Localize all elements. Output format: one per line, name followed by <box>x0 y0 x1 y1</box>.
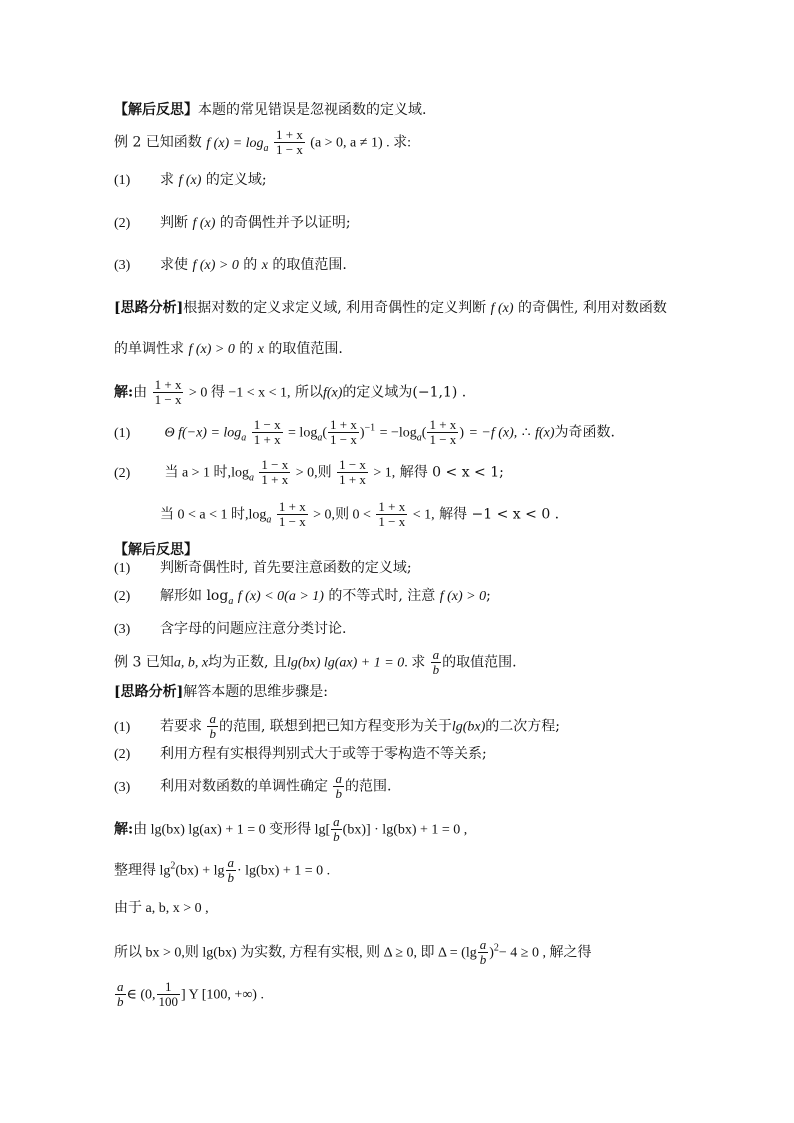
solution-2-case-a-gt-1: (2) 当 a > 1 时$,\log_a$ $\frac{1 - x}{1 + x}$ > 0,则 $\frac{1 - x}{1 + x}$ > 1, 解得 0 < x < 1; <box>114 457 504 487</box>
solution-3-discriminant: 所以 bx > 0,则 lg(bx) 为实数, 方程有实根, 则 Δ ≥ 0, 即 Δ = (lg $\frac{a}{b}$ )$^2$− 4 ≥ 0 , 解之得 <box>114 937 592 967</box>
question-3: (3) 求使 f (x) > 0 的 x 的取值范围. <box>114 257 347 273</box>
question-1: (1) 求 f (x) 的定义域; <box>114 172 267 188</box>
solution-3-result: $\frac{a}{b}$ ∈ (0, $\frac{1}{100}$ ] Υ [100, +∞) . <box>117 979 264 1009</box>
reflection-text: 本题的常见错误是忽视函数的定义域. <box>198 102 427 118</box>
solution-3-transform: 解:由 lg(bx) lg(ax) + 1 = 0 变形得 lg[ $\frac{a}{b}$ (bx)] · lg(bx) + 1 = 0 , <box>114 814 468 844</box>
reflection-1 <box>114 100 426 120</box>
example-2-statement <box>114 128 411 159</box>
analysis-3: [思路分析]解答本题的思维步骤是: <box>114 684 328 700</box>
step-1: (1) 若要求 $\frac{a}{b}$ 的范围, 联想到把已知方程变形为关于lg(bx)的二次方程; <box>114 711 561 741</box>
reflection-2-item-3: (3) 含字母的问题应注意分类讨论. <box>114 621 347 637</box>
step-2: (2) 利用方程有实根得判别式大于或等于零构造不等关系; <box>114 746 487 762</box>
solution-2-odd: (1) Θ $f(-x) = \log_a$ $\frac{1 - x}{1 + x}$ = $\log_a$( $\frac{1 + x}{1 - x}$ )$^{-1} = -\log_a$( $\frac{1 + x}{1 - x}$ ) = −f (x), ∴ f(x)为奇函数. <box>114 417 615 447</box>
solution-2-case-a-lt-1: 当 0 < a < 1 时$,\log_a$ $\frac{1 + x}{1 - x}$ > 0,则 0 < $\frac{1 + x}{1 - x}$ < 1, 解得 −1 < x < 0 . <box>160 499 560 529</box>
fraction-1px-1mx: $\frac{1 + x}{1 - x}$ <box>275 127 303 157</box>
analysis-2-line-2: 的单调性求 f (x) > 0 的 x 的取值范围. <box>114 341 343 357</box>
function-f: f $(x) = \log_a$ <box>206 135 269 154</box>
reflection-2-heading: 【解后反思】 <box>114 542 198 558</box>
solution-3-positive: 由于 a, b, x > 0 , <box>114 901 209 916</box>
solution-2-domain: 解:由 $\frac{1 + x}{1 - x}$ > 0 得 −1 < x < 1, 所以f(x)的定义域为(−1,1) . <box>114 377 467 407</box>
example-2-condition: (a > 0, a ≠ 1) . 求: <box>310 135 412 151</box>
example-2-lead: 例 2 已知函数 <box>114 134 202 151</box>
reflection-heading: 【解后反思】 <box>114 102 198 118</box>
solution-3-arrange: 整理得 $\lg^2(bx) + \lg$ $\frac{a}{b}$ · lg(bx) + 1 = 0 . <box>114 855 331 885</box>
example-3-statement: 例 3 已知a, b, x均为正数, 且lg(bx) lg(ax) + 1 = 0. 求 $\frac{a}{b}$ 的取值范围. <box>114 647 517 677</box>
analysis-2-line-1: [思路分析]根据对数的定义求定义域, 利用奇偶性的定义判断 f (x) 的奇偶性, 利用对数函数 <box>114 300 667 316</box>
step-3: (3) 利用对数函数的单调性确定 $\frac{a}{b}$ 的范围. <box>114 771 392 801</box>
reflection-2-item-1: (1) 判断奇偶性时, 首先要注意函数的定义域; <box>114 560 412 576</box>
reflection-2-item-2: (2) 解形如 $\log_a f$ (x) < 0(a > 1) 的不等式时, 注意 f (x) > 0; <box>114 588 491 607</box>
question-2: (2) 判断 f (x) 的奇偶性并予以证明; <box>114 215 351 231</box>
